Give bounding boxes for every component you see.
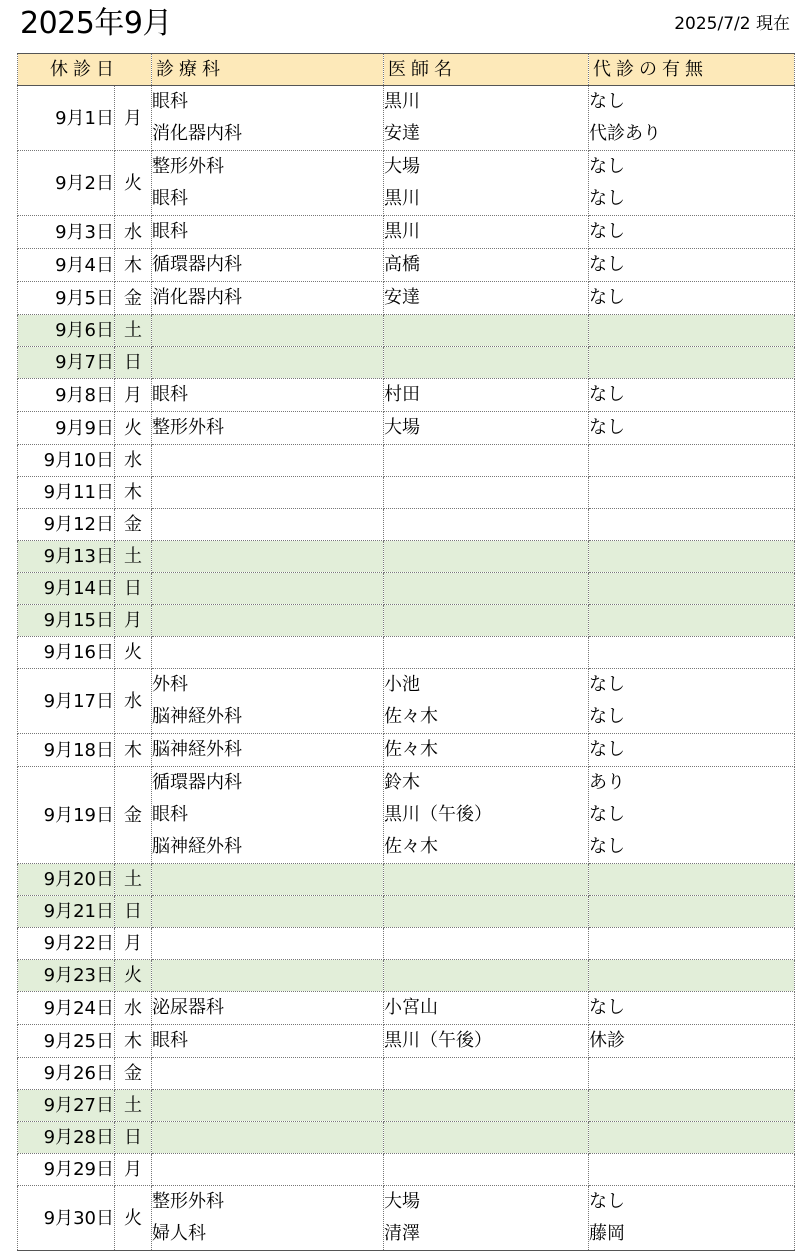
day-of-week: 木 [115, 249, 152, 282]
closure-date: 9月14日 [18, 573, 115, 605]
substitute-status: なし [589, 1191, 625, 1212]
closure-date: 9月21日 [18, 896, 115, 928]
department: 脳神経外科 [152, 706, 242, 727]
header-doctor: 医師名 [384, 54, 589, 86]
table-row [18, 151, 795, 216]
substitute-status-cell [589, 734, 795, 767]
substitute-status-cell [589, 637, 795, 669]
department-cell [152, 1025, 384, 1058]
substitute-status-cell [589, 151, 795, 216]
doctor-name-cell [384, 1154, 589, 1186]
substitute-status-cell [589, 347, 795, 379]
doctor-name-cell [384, 1186, 589, 1251]
table-row [18, 412, 795, 445]
day-of-week: 水 [115, 216, 152, 249]
closure-date: 9月24日 [18, 992, 115, 1025]
doctor-name: 小宮山 [384, 997, 438, 1018]
table-row [18, 1058, 795, 1090]
day-of-week: 月 [115, 605, 152, 637]
doctor-name: 清澤 [384, 1223, 420, 1244]
closure-date: 9月20日 [18, 864, 115, 896]
doctor-name-cell [384, 864, 589, 896]
doctor-name: 鈴木 [384, 772, 420, 793]
doctor-name: 黒川 [384, 188, 420, 209]
table-row [18, 477, 795, 509]
substitute-status: なし [589, 188, 625, 209]
substitute-status-cell [589, 928, 795, 960]
closure-date: 9月4日 [18, 249, 115, 282]
closure-date: 9月12日 [18, 509, 115, 541]
department-cell [152, 1186, 384, 1251]
substitute-status: なし [589, 91, 625, 112]
department: 循環器内科 [152, 772, 242, 793]
substitute-status: 休診 [589, 1030, 625, 1051]
substitute-status-cell [589, 864, 795, 896]
doctor-name: 大場 [384, 1191, 420, 1212]
doctor-name-cell [384, 445, 589, 477]
day-of-week: 水 [115, 992, 152, 1025]
header-department: 診療科 [152, 54, 384, 86]
doctor-name-cell [384, 1090, 589, 1122]
day-of-week: 火 [115, 151, 152, 216]
doctor-name: 安達 [384, 287, 420, 308]
department: 外科 [152, 674, 188, 695]
substitute-status: 代診あり [589, 123, 661, 144]
department: 眼科 [152, 1030, 188, 1051]
closure-date: 9月17日 [18, 669, 115, 734]
table-row [18, 767, 795, 864]
table-row [18, 573, 795, 605]
doctor-name-cell [384, 151, 589, 216]
department: 脳神経外科 [152, 836, 242, 857]
department: 消化器内科 [152, 287, 242, 308]
doctor-name-cell [384, 992, 589, 1025]
page-title: 2025年9月 [20, 6, 172, 41]
department-cell [152, 734, 384, 767]
table-row [18, 541, 795, 573]
doctor-name: 大場 [384, 156, 420, 177]
substitute-status-cell [589, 477, 795, 509]
department-cell [152, 249, 384, 282]
department-cell [152, 1154, 384, 1186]
substitute-status-cell [589, 896, 795, 928]
day-of-week: 月 [115, 928, 152, 960]
table-row [18, 282, 795, 315]
doctor-name: 安達 [384, 123, 420, 144]
doctor-name-cell [384, 767, 589, 864]
department-cell [152, 151, 384, 216]
substitute-status: なし [589, 804, 625, 825]
day-of-week: 日 [115, 573, 152, 605]
department-cell [152, 412, 384, 445]
department-cell [152, 315, 384, 347]
substitute-status-cell [589, 605, 795, 637]
department: 整形外科 [152, 156, 224, 177]
department: 泌尿器科 [152, 997, 224, 1018]
day-of-week: 月 [115, 86, 152, 151]
doctor-name-cell [384, 541, 589, 573]
department: 脳神経外科 [152, 739, 242, 760]
substitute-status-cell [589, 541, 795, 573]
doctor-name-cell [384, 896, 589, 928]
substitute-status-cell [589, 216, 795, 249]
doctor-name: 黒川 [384, 221, 420, 242]
table-row [18, 509, 795, 541]
department-cell [152, 379, 384, 412]
substitute-status-cell [589, 412, 795, 445]
doctor-name-cell [384, 1058, 589, 1090]
day-of-week: 土 [115, 1090, 152, 1122]
header-substitute: 代診の有無 [589, 54, 795, 86]
table-row [18, 347, 795, 379]
table-row [18, 379, 795, 412]
table-row [18, 734, 795, 767]
header-closure-date: 休診日 [18, 54, 152, 86]
substitute-status-cell [589, 509, 795, 541]
doctor-name-cell [384, 928, 589, 960]
closure-date: 9月3日 [18, 216, 115, 249]
doctor-name-cell [384, 669, 589, 734]
substitute-status: なし [589, 384, 625, 405]
substitute-status-cell [589, 379, 795, 412]
doctor-name: 黒川（午後） [384, 1030, 492, 1051]
day-of-week: 土 [115, 864, 152, 896]
department-cell [152, 1058, 384, 1090]
closure-date: 9月11日 [18, 477, 115, 509]
department-cell [152, 282, 384, 315]
substitute-status: なし [589, 997, 625, 1018]
day-of-week: 火 [115, 637, 152, 669]
doctor-name-cell [384, 347, 589, 379]
day-of-week: 金 [115, 1058, 152, 1090]
table-row [18, 960, 795, 992]
closure-date: 9月5日 [18, 282, 115, 315]
substitute-status-cell [589, 249, 795, 282]
closure-date: 9月18日 [18, 734, 115, 767]
closure-date: 9月23日 [18, 960, 115, 992]
closure-date: 9月9日 [18, 412, 115, 445]
table-row [18, 315, 795, 347]
substitute-status: なし [589, 836, 625, 857]
department-cell [152, 767, 384, 864]
day-of-week: 火 [115, 960, 152, 992]
department-cell [152, 573, 384, 605]
substitute-status: なし [589, 287, 625, 308]
table-row [18, 896, 795, 928]
day-of-week: 日 [115, 896, 152, 928]
day-of-week: 金 [115, 282, 152, 315]
department: 消化器内科 [152, 123, 242, 144]
substitute-status: 藤岡 [589, 1223, 625, 1244]
closure-date: 9月1日 [18, 86, 115, 151]
table-row [18, 1025, 795, 1058]
doctor-name-cell [384, 315, 589, 347]
closure-date: 9月30日 [18, 1186, 115, 1251]
doctor-name-cell [384, 960, 589, 992]
closure-date: 9月6日 [18, 315, 115, 347]
table-row [18, 1122, 795, 1154]
closure-date: 9月7日 [18, 347, 115, 379]
substitute-status: なし [589, 706, 625, 727]
department-cell [152, 928, 384, 960]
department: 整形外科 [152, 1191, 224, 1212]
department-cell [152, 669, 384, 734]
table-header-row [18, 54, 795, 86]
substitute-status-cell [589, 315, 795, 347]
department-cell [152, 86, 384, 151]
table-row [18, 605, 795, 637]
table-row [18, 1186, 795, 1251]
doctor-name-cell [384, 379, 589, 412]
doctor-name-cell [384, 249, 589, 282]
department: 眼科 [152, 384, 188, 405]
closure-date: 9月15日 [18, 605, 115, 637]
table-row [18, 1090, 795, 1122]
substitute-status-cell [589, 1025, 795, 1058]
department-cell [152, 509, 384, 541]
department-cell [152, 896, 384, 928]
substitute-status-cell [589, 573, 795, 605]
closure-schedule-table [17, 53, 795, 1251]
day-of-week: 火 [115, 1186, 152, 1251]
department-cell [152, 477, 384, 509]
doctor-name: 黒川（午後） [384, 804, 492, 825]
department: 婦人科 [152, 1223, 206, 1244]
day-of-week: 木 [115, 734, 152, 767]
substitute-status-cell [589, 1154, 795, 1186]
doctor-name-cell [384, 637, 589, 669]
substitute-status-cell [589, 86, 795, 151]
day-of-week: 金 [115, 767, 152, 864]
doctor-name-cell [384, 412, 589, 445]
substitute-status: なし [589, 221, 625, 242]
closure-date: 9月2日 [18, 151, 115, 216]
department-cell [152, 1122, 384, 1154]
substitute-status-cell [589, 1058, 795, 1090]
department-cell [152, 1090, 384, 1122]
doctor-name: 小池 [384, 674, 420, 695]
doctor-name-cell [384, 1025, 589, 1058]
department-cell [152, 216, 384, 249]
doctor-name-cell [384, 1122, 589, 1154]
day-of-week: 日 [115, 347, 152, 379]
table-row [18, 445, 795, 477]
day-of-week: 日 [115, 1122, 152, 1154]
substitute-status-cell [589, 445, 795, 477]
table-row [18, 864, 795, 896]
table-row [18, 216, 795, 249]
department: 眼科 [152, 188, 188, 209]
department-cell [152, 541, 384, 573]
substitute-status: なし [589, 156, 625, 177]
closure-date: 9月26日 [18, 1058, 115, 1090]
substitute-status-cell [589, 767, 795, 864]
doctor-name: 黒川 [384, 91, 420, 112]
department-cell [152, 864, 384, 896]
closure-date: 9月27日 [18, 1090, 115, 1122]
closure-date: 9月25日 [18, 1025, 115, 1058]
closure-date: 9月19日 [18, 767, 115, 864]
substitute-status-cell [589, 960, 795, 992]
day-of-week: 水 [115, 445, 152, 477]
doctor-name: 佐々木 [384, 739, 438, 760]
table-row [18, 928, 795, 960]
closure-date: 9月8日 [18, 379, 115, 412]
doctor-name: 村田 [384, 384, 420, 405]
substitute-status-cell [589, 1186, 795, 1251]
department-cell [152, 992, 384, 1025]
table-row [18, 669, 795, 734]
department: 眼科 [152, 91, 188, 112]
table-row [18, 1154, 795, 1186]
closure-date: 9月16日 [18, 637, 115, 669]
department-cell [152, 347, 384, 379]
substitute-status: なし [589, 674, 625, 695]
doctor-name-cell [384, 605, 589, 637]
department-cell [152, 445, 384, 477]
doctor-name-cell [384, 734, 589, 767]
substitute-status: なし [589, 739, 625, 760]
department: 眼科 [152, 804, 188, 825]
substitute-status: あり [589, 772, 625, 793]
substitute-status-cell [589, 1090, 795, 1122]
substitute-status-cell [589, 282, 795, 315]
substitute-status-cell [589, 1122, 795, 1154]
day-of-week: 月 [115, 379, 152, 412]
doctor-name-cell [384, 282, 589, 315]
doctor-name-cell [384, 86, 589, 151]
doctor-name: 高橋 [384, 254, 420, 275]
table-row [18, 992, 795, 1025]
as-of-date: 2025/7/2 現在 [674, 14, 790, 34]
substitute-status: なし [589, 254, 625, 275]
department-cell [152, 605, 384, 637]
day-of-week: 木 [115, 1025, 152, 1058]
table-row [18, 249, 795, 282]
closure-date: 9月10日 [18, 445, 115, 477]
doctor-name-cell [384, 509, 589, 541]
substitute-status: なし [589, 417, 625, 438]
closure-date: 9月13日 [18, 541, 115, 573]
day-of-week: 土 [115, 541, 152, 573]
substitute-status-cell [589, 992, 795, 1025]
department: 整形外科 [152, 417, 224, 438]
department: 眼科 [152, 221, 188, 242]
doctor-name-cell [384, 477, 589, 509]
day-of-week: 水 [115, 669, 152, 734]
day-of-week: 月 [115, 1154, 152, 1186]
doctor-name: 佐々木 [384, 836, 438, 857]
day-of-week: 火 [115, 412, 152, 445]
table-row [18, 86, 795, 151]
day-of-week: 土 [115, 315, 152, 347]
closure-date: 9月22日 [18, 928, 115, 960]
table-row [18, 637, 795, 669]
closure-date: 9月29日 [18, 1154, 115, 1186]
department: 循環器内科 [152, 254, 242, 275]
doctor-name: 佐々木 [384, 706, 438, 727]
day-of-week: 金 [115, 509, 152, 541]
doctor-name-cell [384, 573, 589, 605]
substitute-status-cell [589, 669, 795, 734]
day-of-week: 木 [115, 477, 152, 509]
department-cell [152, 637, 384, 669]
doctor-name-cell [384, 216, 589, 249]
department-cell [152, 960, 384, 992]
closure-date: 9月28日 [18, 1122, 115, 1154]
doctor-name: 大場 [384, 417, 420, 438]
